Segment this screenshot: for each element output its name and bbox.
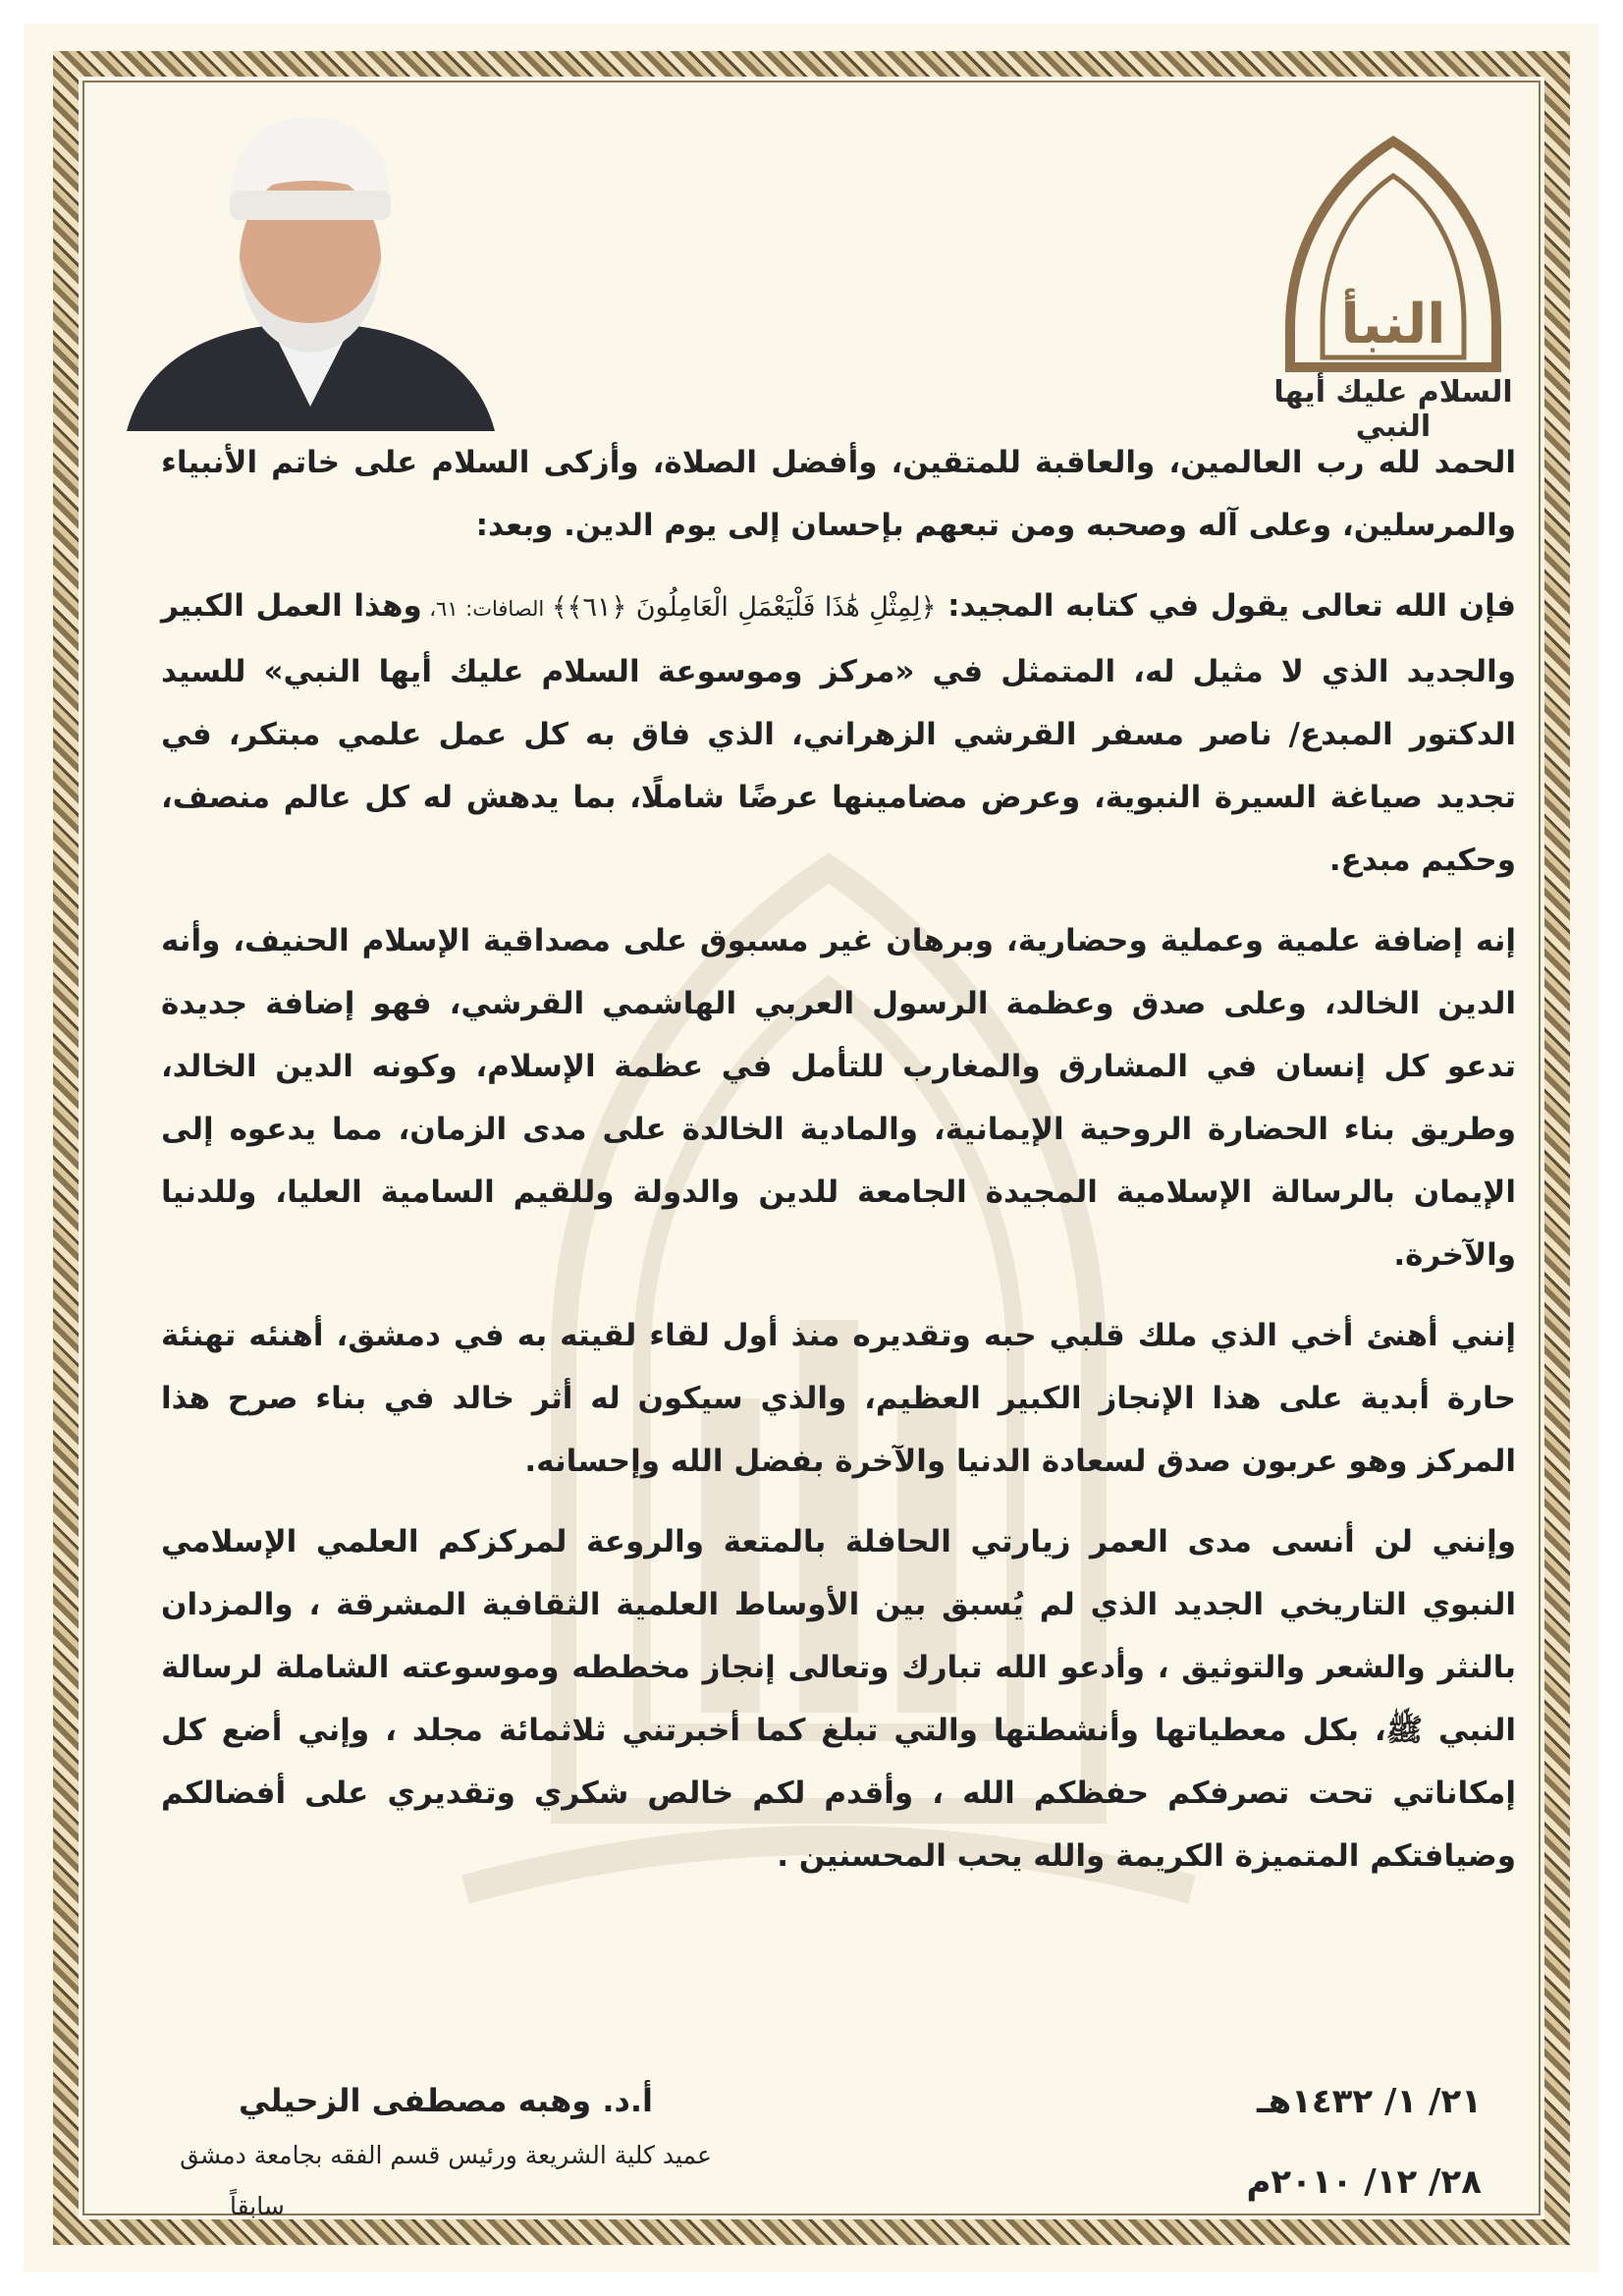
logo-mark: النبأ <box>1340 293 1446 356</box>
portrait-photo <box>107 112 514 431</box>
paragraph-opening: الحمد لله رب العالمين، والعاقبة للمتقين، وأفضل الصلاة، وأزكى السلام على خاتم الأنبياء والمرسلين، وعلى آله وصحبه ومن تبعهم بإحسان إلى يوم الدين. وبعد: <box>161 445 1516 543</box>
letter-body <box>161 431 1516 1905</box>
signatory-former: سابقاً <box>230 2192 285 2220</box>
signature-block <box>171 2071 721 2232</box>
verse-reference: الصافات: ٦١، <box>421 597 552 621</box>
paragraph-quran-rest: وهذا العمل الكبير والجديد الذي لا مثيل له، المتمثل في «مركز وموسوعة السلام عليك أيها النبي» للسيد الدكتور المبدع/ ناصر مسفر القرشي الزهراني، الذي فاق به كل عمل علمي مبتكر، في تجديد صياغة السيرة النبوية، وعرض مضامينها عرضًا شاملًا، بما يدهش له كل عالم منصف، وحكيم مبدع. <box>161 588 1516 878</box>
signatory-name: أ.د. وهبه مصطفى الزحيلي <box>238 2082 654 2119</box>
logo <box>1246 132 1541 446</box>
paragraph-addition: إنه إضافة علمية وعملية وحضارية، وبرهان غير مسبوق على مصداقية الإسلام الحنيف، وأنه الدين الخالد، وعلى صدق وعظمة الرسول العربي الهاشمي القرشي، فهو إضافة جديدة تدعو كل إنسان في المشارق والمغارب للتأمل في عظمة الإسلام، وكونه الدين الخالد، وطريق بناء الحضارة الروحية الإيمانية، والمادية الخالدة على مدى الزمان، مما يدعوه إلى الإيمان بالرسالة الإسلامية المجيدة الجامعة للدين والدولة وللقيم السامية العليا، وللدنيا والآخرة. <box>161 923 1516 1273</box>
paragraph-visit: وإنني لن أنسى مدى العمر زيارتي الحافلة بالمتعة والروعة لمركزكم العلمي الإسلامي النبوي التاريخي الجديد الذي لم يُسبق بين الأوساط العلمية الثقافية المشرقة ، والمزدان بالنثر والشعر والتوثيق ، وأدعو الله تبارك وتعالى إنجاز مخططه وموسوعته الشاملة لرسالة النبي ﷺ، بكل معطياتها وأنشطتها والتي تبلغ كما أخبرتني ثلاثمائة مجلد ، وإني أضع كل إمكاناتي تحت تصرفكم حفظكم الله ، وأقدم لكم خالص شكري وتقديري على أفضالكم وضيافتكم المتميزة الكريمة والله يحب المحسنين . <box>161 1524 1516 1874</box>
paragraph-congratulation: إنني أهنئ أخي الذي ملك قلبي حبه وتقديره منذ أول لقاء لقيته به في دمشق، أهنئه تهنئة حارة أبدية على هذا الإنجاز الكبير العظيم، والذي سيكون له أثر خالد في بناء صرح هذا المركز وهو عربون صدق لسعادة الدنيا والآخرة بفضل الله وإحسانه. <box>161 1318 1516 1479</box>
hijri-date: ٢١/ ١/ ١٤٣٢هـ <box>1256 2082 1482 2121</box>
dates-block <box>1187 2061 1482 2222</box>
gregorian-date: ٢٨/ ١٢/ ٢٠١٠م <box>1246 2162 1482 2202</box>
paragraph-quran <box>161 574 1516 892</box>
signatory-title: عميد كلية الشريعة ورئيس قسم الفقه بجامعة دمشق <box>180 2141 712 2169</box>
quran-verse: ﴿لِمِثْلِ هَٰذَا فَلْيَعْمَلِ الْعَامِلُونَ ﴿٦١﴾﴾ <box>551 592 937 623</box>
logo-caption: السلام عليك أيها النبي <box>1273 375 1513 444</box>
paragraph-quran-start: فإن الله تعالى يقول في كتابه المجيد: <box>936 588 1517 624</box>
letter-page <box>24 24 1599 2272</box>
